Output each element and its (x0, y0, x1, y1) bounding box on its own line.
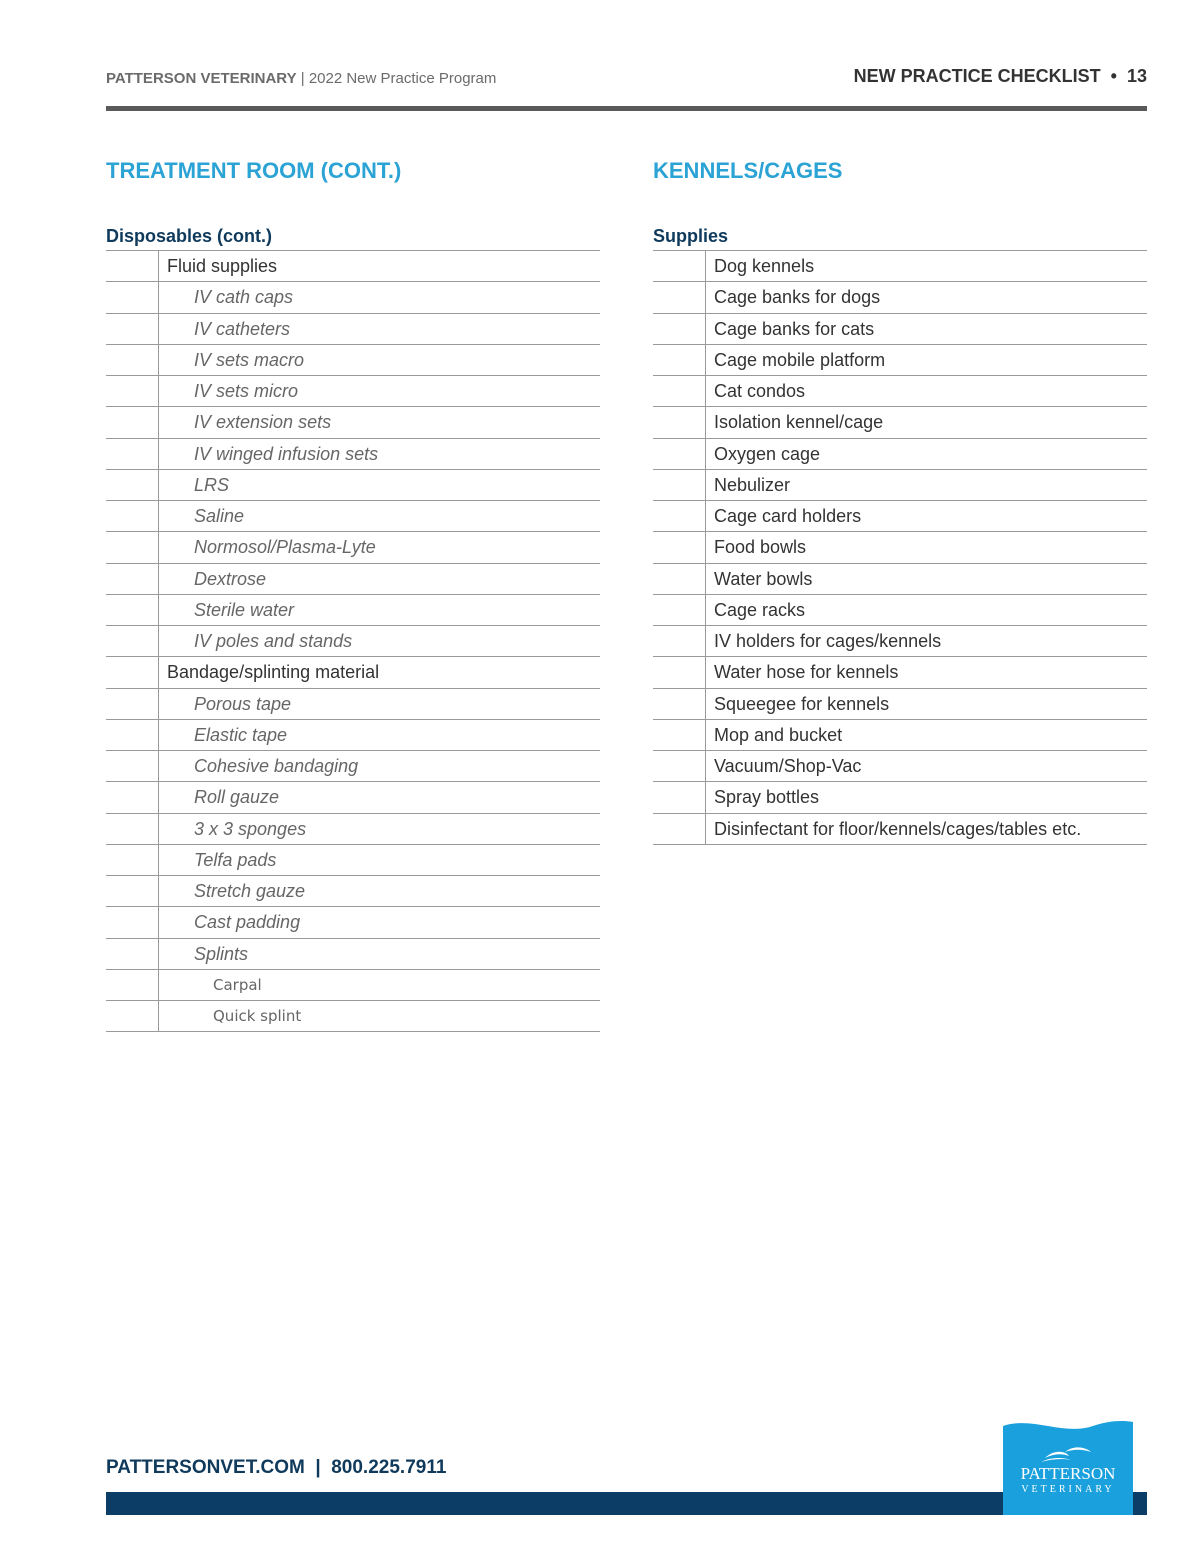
checklist-item-label: IV holders for cages/kennels (714, 631, 942, 651)
checklist-row (653, 814, 1147, 845)
checklist-item-label: Roll gauze (194, 787, 280, 808)
checklist-item-label: Cage banks for cats (714, 318, 875, 339)
checkbox-cell[interactable] (653, 345, 706, 375)
checkbox-cell[interactable] (106, 845, 159, 875)
checkbox-cell[interactable] (106, 657, 159, 687)
checkbox-cell[interactable] (653, 626, 706, 656)
checkbox-cell[interactable] (653, 689, 706, 719)
checklist-row (653, 564, 1147, 595)
checkbox-cell[interactable] (106, 626, 159, 656)
checklist-row (106, 345, 600, 376)
checklist-item-label: Cage mobile platform (714, 349, 886, 370)
checklist-row (106, 439, 600, 470)
checkbox-cell[interactable] (653, 782, 706, 812)
checklist-item-label: Oxygen cage (714, 443, 821, 464)
checklist-item-label: Disinfectant for floor/kennels/cages/tables etc. (714, 818, 1082, 839)
checkbox-cell[interactable] (106, 314, 159, 344)
checklist-item-label: Carpal (213, 975, 262, 994)
checklist-item-label: 3 x 3 sponges (194, 818, 307, 839)
checklist-row (653, 782, 1147, 813)
checklist-row (653, 314, 1147, 345)
footer-contact: PATTERSONVET.COM | 800.225.7911 (106, 1457, 447, 1478)
checkbox-cell[interactable] (653, 251, 706, 281)
checkbox-cell[interactable] (653, 720, 706, 750)
checklist-item-label: LRS (194, 474, 230, 495)
checklist-row (653, 407, 1147, 438)
checklist-left (106, 251, 600, 1032)
checklist-row (106, 376, 600, 407)
checklist-right (653, 251, 1147, 845)
checklist-row (106, 907, 600, 938)
header-divider (106, 106, 1147, 111)
checklist-item-label: Cat condos (714, 381, 806, 401)
program-name: 2022 New Practice Program (308, 70, 497, 87)
checklist-row (653, 657, 1147, 688)
checkbox-cell[interactable] (106, 345, 159, 375)
checklist-item-label: IV catheters (194, 318, 291, 339)
checklist-row (653, 532, 1147, 563)
checklist-item-label: Cage racks (714, 599, 806, 620)
checkbox-cell[interactable] (653, 751, 706, 781)
checklist-row (106, 689, 600, 720)
checklist-row (106, 501, 600, 532)
checklist-row (653, 595, 1147, 626)
footer-bar (106, 1492, 1147, 1515)
checklist-row (106, 814, 600, 845)
checkbox-cell[interactable] (653, 657, 706, 687)
checklist-row (653, 751, 1147, 782)
checklist-item-label: Stretch gauze (194, 881, 306, 901)
checkbox-cell[interactable] (106, 501, 159, 531)
checkbox-cell[interactable] (106, 376, 159, 406)
checklist-item-label: Isolation kennel/cage (714, 412, 884, 433)
brand-name: PATTERSON VETERINARY (106, 70, 297, 87)
checklist-row (106, 314, 600, 345)
checklist-row (653, 282, 1147, 313)
checklist-row (653, 251, 1147, 282)
checklist-item-label: Cohesive bandaging (194, 756, 359, 776)
checklist-page-title: NEW PRACTICE CHECKLIST • 13 (853, 66, 1147, 86)
checkbox-cell[interactable] (653, 501, 706, 531)
checklist-row (653, 689, 1147, 720)
checklist-row (106, 876, 600, 907)
checklist-item-label: IV poles and stands (194, 631, 353, 651)
checklist-item-label: Food bowls (714, 537, 807, 558)
checklist-item-label: Cage card holders (714, 506, 862, 526)
checkbox-cell[interactable] (106, 907, 159, 937)
checkbox-cell[interactable] (106, 814, 159, 844)
group-title-disposables: Disposables (cont.) (106, 222, 600, 251)
checklist-item-label: Quick splint (213, 1007, 302, 1025)
checklist-item-label: IV winged infusion sets (194, 443, 379, 464)
checklist-row (653, 626, 1147, 657)
checklist-row (106, 720, 600, 751)
checklist-row (106, 407, 600, 438)
checkbox-cell[interactable] (106, 470, 159, 500)
checklist-item-label: IV cath caps (194, 287, 294, 308)
checkbox-cell[interactable] (653, 564, 706, 594)
header-brand-line (106, 70, 496, 87)
checkbox-cell[interactable] (106, 970, 159, 1000)
checklist-item-label: Saline (194, 506, 245, 526)
checklist-row (653, 439, 1147, 470)
treatment-room-column (106, 150, 600, 1032)
checklist-item-label: Elastic tape (194, 724, 288, 745)
checklist-row (106, 595, 600, 626)
checkbox-cell[interactable] (653, 470, 706, 500)
checkbox-cell[interactable] (106, 282, 159, 312)
checkbox-cell[interactable] (653, 439, 706, 469)
checklist-item-label: Dextrose (194, 568, 267, 589)
checklist-item-label: Bandage/splinting material (167, 662, 380, 683)
header-separator: | (296, 70, 309, 87)
checkbox-cell[interactable] (106, 595, 159, 625)
checkbox-cell[interactable] (106, 720, 159, 750)
checkbox-cell[interactable] (106, 439, 159, 469)
checklist-row (106, 470, 600, 501)
checklist-item-label: Mop and bucket (714, 724, 843, 745)
checklist-row (106, 626, 600, 657)
checkbox-cell[interactable] (653, 532, 706, 562)
checklist-item-label: Splints (194, 943, 249, 964)
checkbox-cell[interactable] (106, 689, 159, 719)
checklist-item-label: Fluid supplies (167, 256, 278, 276)
checklist-row (653, 376, 1147, 407)
checkbox-cell[interactable] (106, 1001, 159, 1031)
checkbox-cell[interactable] (106, 876, 159, 906)
checklist-item-label: IV sets micro (194, 381, 299, 401)
logo-text-patterson: PATTERSON (1020, 1464, 1116, 1483)
checkbox-cell[interactable] (106, 751, 159, 781)
section-title-kennels: KENNELS/CAGES (653, 158, 843, 183)
checklist-row (106, 657, 600, 688)
checklist-item-label: Squeegee for kennels (714, 693, 890, 714)
checklist-row (653, 720, 1147, 751)
section-title-treatment-room: TREATMENT ROOM (CONT.) (106, 158, 402, 183)
checklist-item-label: Normosol/Plasma-Lyte (194, 537, 376, 558)
checklist-row (106, 251, 600, 282)
checkbox-cell[interactable] (653, 595, 706, 625)
checklist-item-label: Nebulizer (714, 474, 791, 495)
checklist-item-label: Dog kennels (714, 256, 815, 276)
checklist-item-label: Spray bottles (714, 787, 820, 808)
checklist-row (106, 939, 600, 970)
checklist-item-label: Cage banks for dogs (714, 287, 881, 308)
logo-text-veterinary: VETERINARY (1021, 1484, 1115, 1495)
checklist-row (653, 345, 1147, 376)
checklist-item-label: IV extension sets (194, 412, 332, 433)
checklist-row (106, 782, 600, 813)
checklist-row (653, 470, 1147, 501)
checklist-row (106, 845, 600, 876)
checklist-item-label: Telfa pads (194, 849, 277, 870)
checkbox-cell[interactable] (106, 564, 159, 594)
checklist-item-label: Vacuum/Shop-Vac (714, 756, 862, 776)
kennels-cages-column (653, 150, 1147, 845)
checklist-item-label: Water hose for kennels (714, 662, 899, 683)
checkbox-cell[interactable] (653, 314, 706, 344)
checklist-row (106, 532, 600, 563)
checklist-row (106, 751, 600, 782)
checklist-row (106, 564, 600, 595)
checkbox-cell[interactable] (653, 407, 706, 437)
checkbox-cell[interactable] (653, 814, 706, 844)
checkbox-cell[interactable] (106, 251, 159, 281)
checkbox-cell[interactable] (653, 282, 706, 312)
checklist-item-label: IV sets macro (194, 349, 305, 370)
checklist-item-label: Cast padding (194, 912, 301, 933)
checkbox-cell[interactable] (106, 407, 159, 437)
patterson-logo (1003, 1418, 1133, 1515)
checkbox-cell[interactable] (106, 782, 159, 812)
group-title-supplies: Supplies (653, 222, 1147, 251)
checkbox-cell[interactable] (653, 376, 706, 406)
checklist-item-label: Water bowls (714, 568, 813, 589)
checkbox-cell[interactable] (106, 939, 159, 969)
checklist-item-label: Sterile water (194, 599, 295, 620)
checklist-row (106, 1001, 600, 1032)
checklist-row (653, 501, 1147, 532)
checklist-row (106, 970, 600, 1001)
checklist-item-label: Porous tape (194, 693, 292, 714)
checklist-row (106, 282, 600, 313)
checkbox-cell[interactable] (106, 532, 159, 562)
